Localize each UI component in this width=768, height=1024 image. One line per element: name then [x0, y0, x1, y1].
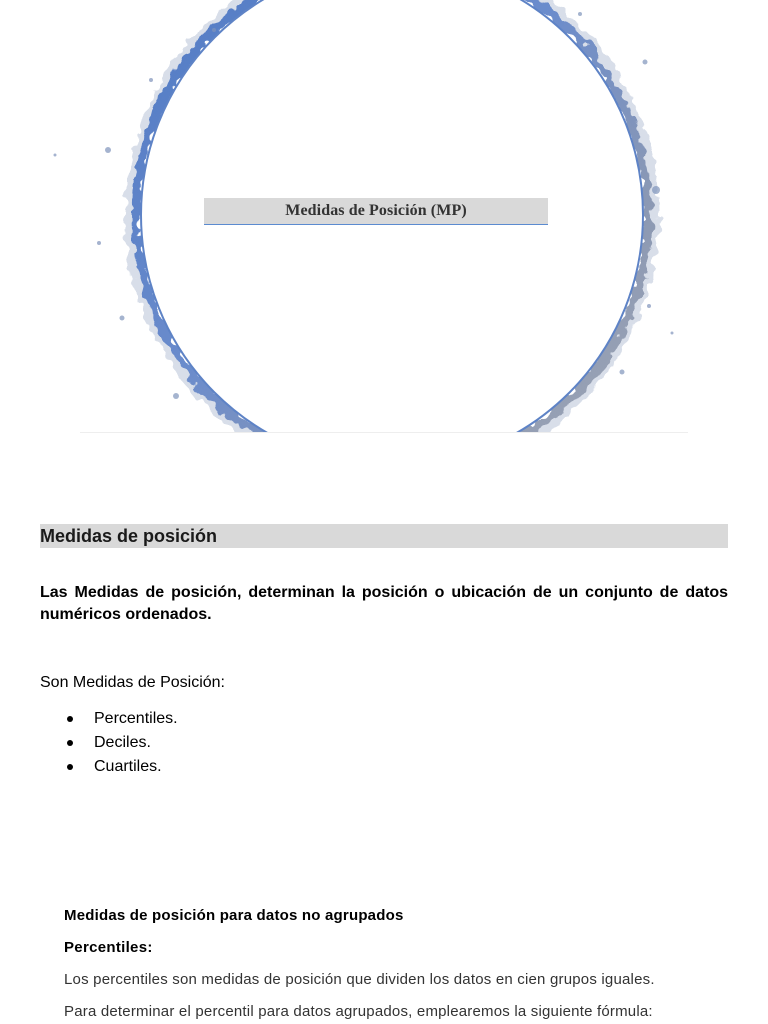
cover-divider: [80, 432, 688, 433]
list-item-label: Percentiles.: [94, 710, 178, 727]
list-item: [40, 755, 178, 779]
list-item: [40, 731, 178, 755]
section-heading: [40, 524, 728, 548]
bullet-icon: [67, 740, 73, 746]
list-item-label: Deciles.: [94, 734, 151, 751]
list-item: [40, 707, 178, 731]
section-heading-text: Medidas de posición: [40, 526, 218, 546]
percentiles-heading: Percentiles:: [64, 939, 153, 956]
bullet-icon: [67, 764, 73, 770]
bullet-icon: [67, 716, 73, 722]
list-intro: Son Medidas de Posición:: [40, 674, 225, 691]
subsection-heading: Medidas de posición para datos no agrupados: [64, 907, 404, 924]
percentiles-definition: Los percentiles son medidas de posición que dividen los datos en cien grupos iguales.: [64, 971, 655, 988]
cover-title-box: [204, 198, 548, 225]
intro-paragraph: Las Medidas de posición, determinan la posición o ubicación de un conjunto de datos numéricos ordenados.: [40, 584, 728, 623]
percentiles-formula-intro: Para determinar el percentil para datos agrupados, emplearemos la siguiente fórmula:: [64, 1003, 653, 1020]
list-item-label: Cuartiles.: [94, 758, 162, 775]
cover-area: [0, 0, 768, 433]
cover-title: Medidas de Posición (MP): [285, 202, 467, 219]
measures-list: [40, 707, 178, 779]
